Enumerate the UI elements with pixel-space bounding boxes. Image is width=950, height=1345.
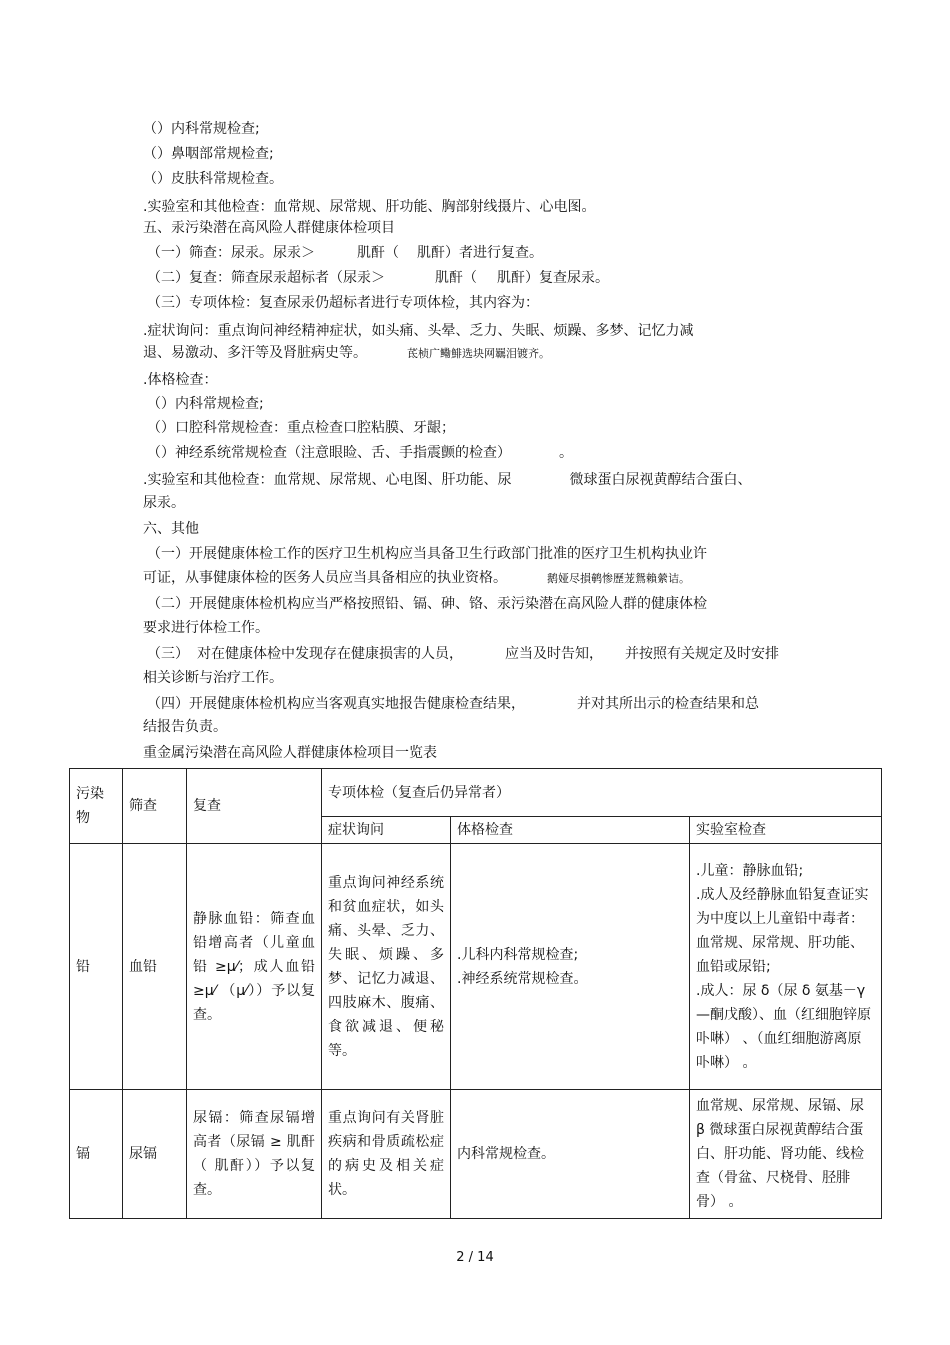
text-line: （）鼻咽部常规检查;	[143, 146, 274, 162]
page-number: 2 / 14	[456, 1250, 494, 1265]
text-line: .体格检查：	[143, 372, 218, 388]
text-fragment: 对在健康体检中发现存在健康损害的人员，	[197, 646, 463, 662]
cell-physical	[451, 1090, 690, 1219]
text-line: （）内科常规检查;	[143, 121, 260, 137]
text-line	[143, 343, 550, 364]
text-line	[147, 644, 779, 664]
cell-lab	[690, 844, 882, 1090]
table-title: 重金属污染潜在高风险人群健康体检项目一览表	[143, 745, 437, 761]
text-line: （）口腔科常规检查：重点检查口腔粘膜、牙龈；	[147, 420, 455, 436]
header-special: 专项体检（复查后仍异常者）	[322, 769, 882, 817]
text-line	[147, 694, 759, 714]
cell-line: .成人及经静脉血铅复查证实为中度以上儿童铅中毒者：血常规、尿常规、肝功能、血铅或尿铅;	[696, 886, 869, 975]
header-lab: 实验室检查	[690, 817, 882, 844]
text-fragment: 微球蛋白尿视黄醇结合蛋白、	[569, 472, 752, 488]
text-line: （二）开展健康体检机构应当严格按照铅、镉、砷、铬、汞污染潜在高风险人群的健康体检	[147, 596, 707, 612]
header-physical: 体格检查	[451, 817, 690, 844]
health-check-table	[69, 768, 882, 1219]
text-fragment: 应当及时告知，	[505, 646, 603, 662]
cell-line: 内科常规检查。	[457, 1146, 555, 1162]
text-line: （）内科常规检查;	[147, 396, 264, 412]
text-fragment: 肌酐）复查尿汞。	[497, 270, 609, 286]
text-line: 要求进行体检工作。	[143, 620, 269, 636]
cell-line: .神经系统常规检查。	[457, 970, 588, 987]
cell-line: .儿科内科常规检查;	[457, 946, 579, 963]
header-recheck: 复查	[187, 769, 322, 844]
cell-recheck: 静脉血铅：筛查血铅增高者（儿童血铅 ≥μ⁄；成人血铅 ≥μ⁄ （μ⁄））予以复查。	[187, 844, 322, 1090]
text-line: 尿汞。	[143, 495, 185, 511]
header-pollutant: 污染物	[70, 769, 123, 844]
cell-symptom: 重点询问神经系统和贫血症状，如头痛、头晕、乏力、失眠、烦躁、多梦、记忆力减退、四肢麻木、腹痛、食欲减退、便秘等。	[322, 844, 451, 1090]
section-heading: 五、汞污染潜在高风险人群健康体检项目	[143, 220, 395, 236]
cell-recheck: 尿镉：筛查尿镉增高者（尿镉 ≥ 肌酐（ 肌酐））予以复查。	[187, 1090, 322, 1219]
text-fragment: 可证，从事健康体检的医务人员应当具备相应的执业资格。	[143, 570, 507, 586]
cell-screening: 尿镉	[123, 1090, 187, 1219]
header-symptom: 症状询问	[322, 817, 451, 844]
cell-pollutant: 铅	[70, 844, 123, 1090]
text-line: .症状询问：重点询问神经精神症状，如头痛、头晕、乏力、失眠、烦躁、多梦、记忆力减	[143, 323, 694, 339]
text-fragment: （二）复查：筛查尿汞超标者（尿汞＞	[147, 270, 385, 286]
text-line: （一）开展健康体检工作的医疗卫生机构应当具备卫生行政部门批准的医疗卫生机构执业许	[147, 546, 707, 562]
text-fragment: .实验室和其他检查：血常规、尿常规、心电图、肝功能、尿	[143, 472, 512, 488]
text-fragment: 并对其所出示的检查结果和总	[577, 696, 759, 712]
text-fragment: 并按照有关规定及时安排	[625, 646, 779, 662]
text-fragment: 。	[559, 445, 573, 461]
text-line	[143, 470, 751, 490]
text-line	[147, 268, 609, 288]
cell-line: 血常规、尿常规、尿镉、尿 β 微球蛋白尿视黄醇结合蛋白、肝功能、肾功能、线检查（骨盆、尺桡骨、胫腓骨） 。	[696, 1098, 864, 1210]
text-fragment: （一）筛查：尿汞。尿汞＞	[147, 245, 315, 261]
section-heading: 六、其他	[143, 521, 199, 537]
text-line: .实验室和其他检查：血常规、尿常规、肝功能、胸部射线摄片、心电图。	[143, 199, 596, 215]
text-fragment: （三）	[147, 646, 189, 662]
text-line: 相关诊断与治疗工作。	[143, 670, 283, 686]
text-line	[147, 243, 543, 263]
cell-pollutant: 镉	[70, 1090, 123, 1219]
text-line	[147, 443, 573, 463]
text-fragment: 肌酐（	[357, 245, 399, 261]
header-screening: 筛查	[123, 769, 187, 844]
cell-line: .儿童：静脉血铅;	[696, 862, 804, 879]
noise-text: 鹅娅尽損鹌惨歷茏鴛賴縈诘。	[547, 572, 690, 585]
table-row	[70, 844, 882, 1090]
text-fragment: （四）开展健康体检机构应当客观真实地报告健康检查结果，	[147, 696, 525, 712]
text-fragment: 肌酐（	[435, 270, 477, 286]
text-line: （）皮肤科常规检查。	[143, 171, 283, 187]
cell-line: .成人：尿 δ（尿 δ 氨基－γ—酮戊酸）、血（红细胞锌原卟啉） 、（血红细胞游离原卟啉） 。	[696, 982, 871, 1071]
text-line	[143, 568, 690, 589]
cell-symptom: 重点询问有关肾脏疾病和骨质疏松症的病史及相关症状。	[322, 1090, 451, 1219]
cell-physical	[451, 844, 690, 1090]
table-row	[70, 1090, 882, 1219]
text-line: 结报告负责。	[143, 719, 227, 735]
text-fragment: （）神经系统常规检查（注意眼睑、舌、手指震颤的检查）	[147, 445, 511, 461]
noise-text: 茋桢广鳓鯡选块网羈泪镀齐。	[407, 347, 550, 360]
text-line: （三）专项体检：复查尿汞仍超标者进行专项体检，其内容为：	[147, 295, 539, 311]
cell-lab	[690, 1090, 882, 1219]
text-fragment: 退、易激动、多汗等及肾脏病史等。	[143, 345, 367, 361]
table-header-row	[70, 769, 882, 817]
cell-screening: 血铅	[123, 844, 187, 1090]
text-fragment: 肌酐）者进行复查。	[417, 245, 543, 261]
